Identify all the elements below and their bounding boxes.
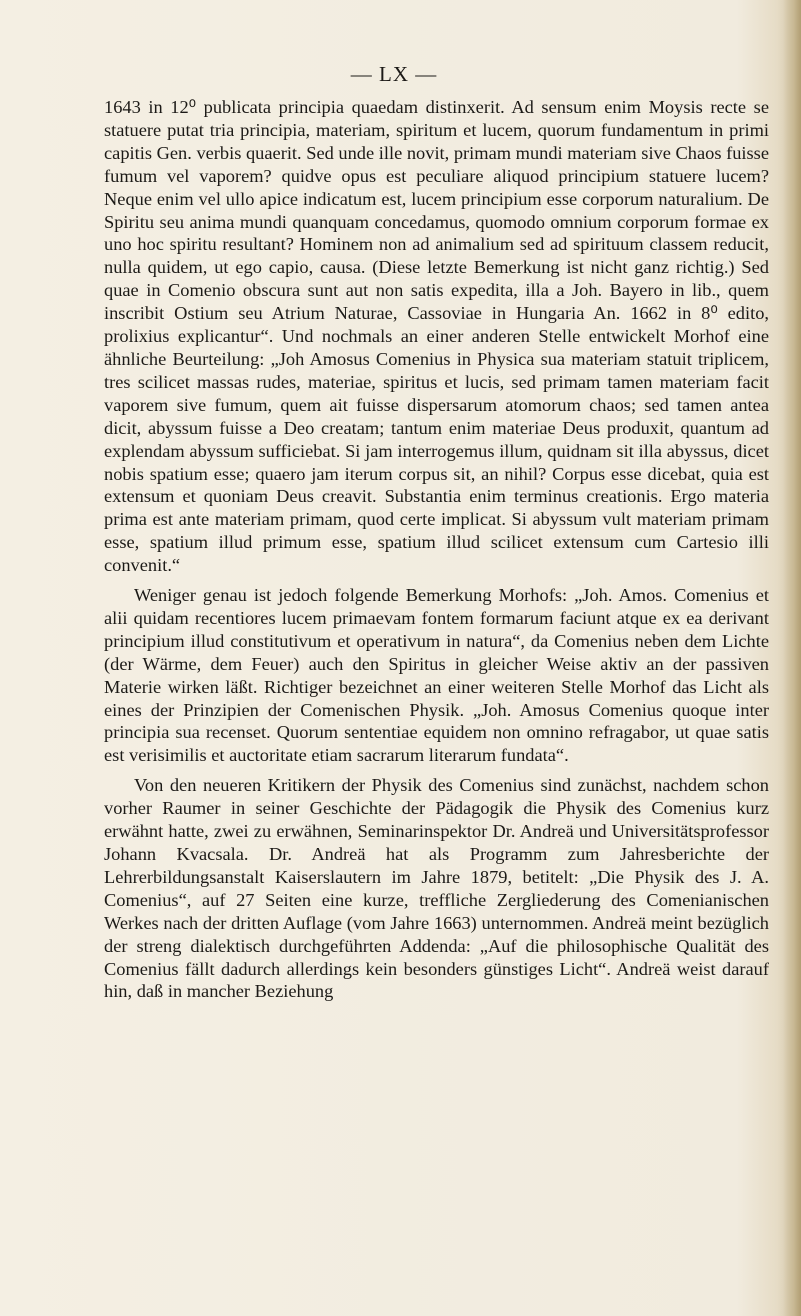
page-edge-shadow xyxy=(783,0,801,1316)
body-text xyxy=(104,96,769,1003)
paragraph-3: Von den neueren Kritikern der Physik des Comenius sind zunächst, nachdem schon vorher Raumer in seiner Geschichte der Pädagogik die Physik des Comenius kurz erwähnt hatte, zwei zu erwähnen, Seminarinspektor Dr. Andreä und Universitätsprofessor Johann Kvacsala. Dr. Andreä hat als Programm zum Jahresberichte der Lehrerbildungsanstalt Kaiserslautern im Jahre 1879, betitelt: „Die Physik des J. A. Comenius“, auf 27 Seiten eine kurze, treffliche Zergliederung des Comenianischen Werkes nach der dritten Auflage (vom Jahre 1663) unternommen. Andreä meint bezüglich der streng dialektisch durchgeführten Addenda: „Auf die philosophische Qualität des Comenius fällt dadurch allerdings kein besonders günstiges Licht“. Andreä weist darauf hin, daß in mancher Beziehung xyxy=(104,775,769,1002)
paragraph-1: 1643 in 12⁰ publicata principia quaedam distinxerit. Ad sensum enim Moysis recte se statuere putat tria principia, materiam, spiritum et lucem, quorum fundamentum in primi capitis Gen. verbis quaerit. Sed unde ille novit, primam mundi materiam sive Chaos fuisse fumum vel vaporem? quidve opus est peculiare aliquod principium statuere lucem? Neque enim vel ullo apice indicatum est, lucem principium esse corporum naturalium. De Spiritu seu anima mundi quanquam concedamus, quomodo omnium corporum formae ex uno hoc spiritu resultant? Hominem non ad animalium sed ad spirituum classem reducit, nulla quidem, ut ego capio, causa. (Diese letzte Bemerkung ist nicht ganz richtig.) Sed quae in Comenio obscura sunt aut non satis expedita, illa a Joh. Bayero in lib., quem inscribit Ostium seu Atrium Naturae, Cassoviae in Hungaria An. 1662 in 8⁰ edito, prolixius explicantur“. Und nochmals an einer anderen Stelle entwickelt Morhof eine ähnliche Beurteilung: „Joh Amosus Comenius in Physica sua materiam statuit triplicem, tres scilicet massas rudes, materiae, spiritus et lucis, sed primam tamen materiam facit vaporem sive fumum, quem ait fuisse dispersarum atomorum chaos; sed tamen antea dicit, abyssum fuisse a Deo creatam; tantum enim materiae Deus produxit, quantum ad explendam abyssum sufficiebat. Si jam interrogemus illum, quidnam sit illa abyssus, dicet nobis spatium esse; quaero jam iterum corpus sit, an nihil? Corpus esse dicebat, quia est extensum et quoniam Deus creavit. Substantia enim terminus creationis. Ergo materia prima est ante materiam primam, quod certe implicat. Si abyssum vult materiam primam esse, spatium illud primum esse, spatium illud scilicet extensum cum Cartesio illi convenit.“ xyxy=(104,97,769,576)
paragraph-2: Weniger genau ist jedoch folgende Bemerkung Morhofs: „Joh. Amos. Comenius et alii quidam recentiores lucem primaevam fontem formarum faciunt atque ex ea derivant principium illud constitutivum et operativum in natura“, da Comenius neben dem Lichte (der Wärme, dem Feuer) auch den Spiritus in gleicher Weise aktiv an der passiven Materie wirken läßt. Richtiger bezeichnet an einer weiteren Stelle Morhof das Licht als eines der Prinzipien der Comenischen Physik. „Joh. Amosus Comenius quoque inter principia sua recenset. Quorum sententiae equidem non omnino refragabor, ut quae satis est verisimilis et auctoritate etiam sacrarum literarum fundata“. xyxy=(104,585,769,766)
page-number-header: — LX — xyxy=(350,62,438,86)
